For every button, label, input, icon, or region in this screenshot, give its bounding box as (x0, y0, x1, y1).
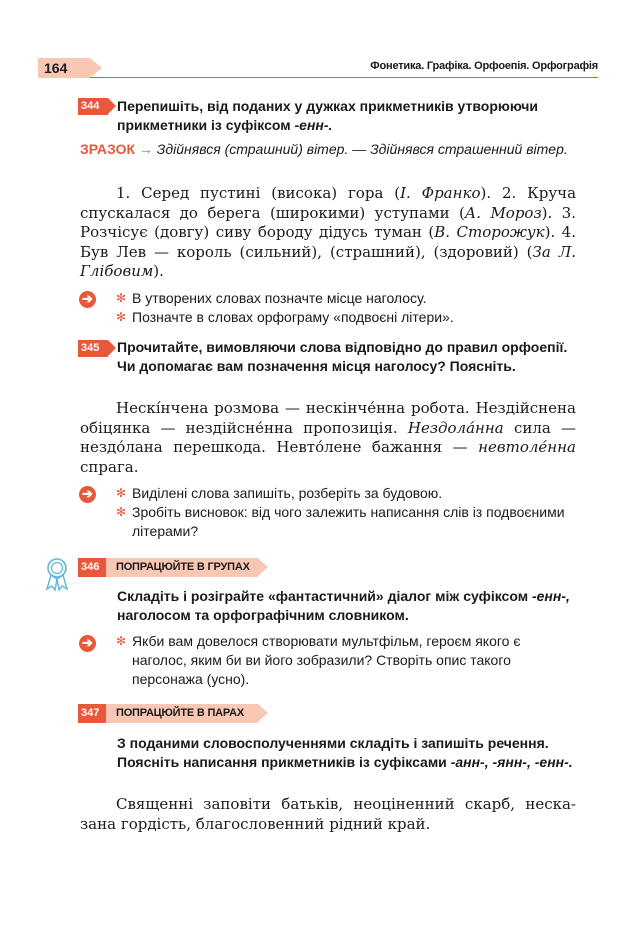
exercise-number-346: 346 (78, 558, 106, 577)
list-item: ✻ В утворених словах позначте місце наголосу. (116, 290, 427, 306)
running-title: Фонетика. Графіка. Орфоепія. Орфографія (370, 60, 598, 72)
arrow-right-circle-icon: ➔ (79, 486, 96, 503)
author-4: За Л. Глібовим (80, 242, 576, 280)
exercise-347-text: Священні заповіти батьків, неоціненний скарб, несказана гордість, благословенний рідний край. (80, 795, 576, 833)
pair-work-banner (78, 704, 258, 723)
asterisk-icon: ✻ (116, 505, 127, 519)
list-item: ✻ Виділені слова запишіть, розберіть за будовою. (116, 485, 443, 501)
exercise-344-text (80, 184, 576, 282)
exercise-345-text (80, 399, 576, 477)
page-number: 164 (38, 58, 90, 78)
medal-icon (44, 557, 70, 591)
text-part: спрага. (80, 457, 139, 476)
text-part: Нескі́нчена розмова — нескінче́нна робота. Нездійснена обіцянка — нездійсне́нна пропозиція. (80, 399, 576, 437)
header-rule (90, 77, 598, 78)
asterisk-icon: ✻ (116, 291, 127, 305)
sample-block (80, 140, 580, 158)
list-item: ✻ Позначте в словах орфограму «подвоєні літери». (116, 309, 454, 325)
pair-work-label: ПОПРАЦЮЙТЕ В ПАРАХ (116, 707, 244, 719)
sample-label: ЗРАЗОК (80, 141, 136, 157)
list-item: ✻ Якби вам довелося створювати мультфільм, героєм якого є наголос, яким би ви його зобразили? Створіть опис такого персонажа (усно). (116, 633, 521, 687)
text-part: ). 2. Круча спускалася до берега (широкими) уступами ( (80, 184, 577, 222)
list-item: ✻ Зробіть висновок: від чого залежить написання слів із подвоєними літерами? (116, 504, 565, 539)
group-work-banner (78, 558, 258, 577)
asterisk-icon: ✻ (116, 310, 127, 324)
author-2: А. Мороз (464, 203, 542, 222)
exercise-347-task: З поданими словосполученнями складіть і запишіть речення. Поясніть написання прикметників із суфіксами -анн-, -янн-, -енн-. (117, 735, 573, 770)
asterisk-icon: ✻ (116, 486, 127, 500)
exercise-number-344: 344 (78, 98, 108, 115)
author-3: В. Сторожук (434, 223, 545, 241)
group-work-label: ПОПРАЦЮЙТЕ В ГРУПАХ (116, 561, 250, 573)
exercise-344-bullets (116, 289, 578, 327)
task-text: Перепишіть, від поданих у дужках прикметників утворюючи прикметники із суфіксом (117, 98, 538, 133)
exercise-346-task: Складіть і розіграйте «фантастичний» діалог між суфіксом -енн-, наголосом та орфографічним словником. (117, 588, 570, 623)
text-part: ). 4. Був Лев — король (сильний), (страшний), (здоровий) ( (80, 223, 576, 261)
exercise-344-task (117, 97, 577, 135)
text-part: ). 3. Розчісує (довгу) сиву бороду дідусь туман ( (80, 203, 576, 241)
asterisk-icon: ✻ (116, 634, 127, 648)
exercise-number-347: 347 (78, 704, 106, 723)
highlight-word: невтоле́нна (478, 438, 576, 456)
task-suffix: -енн-. (294, 117, 333, 133)
exercise-number-345: 345 (78, 340, 108, 357)
sample-text: Здійнявся (страшний) вітер. — Здійнявся страшенний вітер. (156, 141, 568, 157)
text-part: 1. Серед пустині (висока) гора ( (116, 184, 401, 202)
exercise-346-bullets (116, 632, 578, 689)
text-part: сила — нездо́лана перешкода. Невто́лене бажання — (80, 418, 577, 456)
author-1: І. Франко (400, 184, 481, 202)
highlight-word: Нездола́нна (407, 418, 504, 437)
arrow-right-circle-icon: ➔ (79, 635, 96, 652)
exercise-345-task: Прочитайте, вимовляючи слова відповідно до правил орфоепії. Чи допомагає вам позначення місця наголосу? Поясніть. (117, 339, 568, 374)
page-header (38, 58, 598, 78)
arrow-right-circle-icon: ➔ (79, 291, 96, 308)
text-part: ). (153, 262, 164, 280)
sample-arrow-icon: → (138, 141, 153, 157)
exercise-345-bullets (116, 484, 578, 541)
